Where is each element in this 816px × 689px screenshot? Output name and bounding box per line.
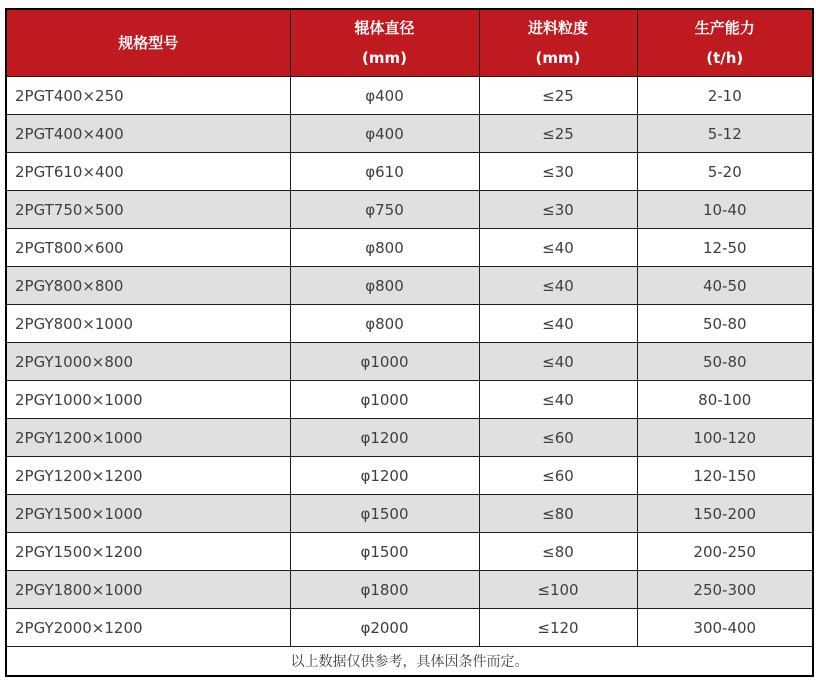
capacity-cell: 120-150 — [637, 457, 813, 495]
column-header-label: 规格型号 — [118, 34, 179, 52]
feed-size-cell: ≤80 — [479, 495, 637, 533]
column-header-unit: (mm) — [535, 49, 581, 67]
column-header-1 — [6, 9, 290, 77]
table-row — [6, 457, 813, 495]
model-cell: 2PGY1500×1200 — [6, 533, 290, 571]
column-header-label: 辊体直径 — [354, 19, 415, 37]
capacity-cell: 5-20 — [637, 153, 813, 191]
table-row — [6, 153, 813, 191]
column-header-2 — [290, 9, 479, 77]
feed-size-cell: ≤30 — [479, 153, 637, 191]
model-cell: 2PGY1800×1000 — [6, 571, 290, 609]
table-row — [6, 343, 813, 381]
diameter-cell: φ2000 — [290, 609, 479, 647]
table-row — [6, 229, 813, 267]
column-header-unit: (mm) — [362, 49, 407, 67]
diameter-cell: φ610 — [290, 153, 479, 191]
capacity-cell: 80-100 — [637, 381, 813, 419]
feed-size-cell: ≤40 — [479, 267, 637, 305]
model-cell: 2PGY1000×800 — [6, 343, 290, 381]
column-header-3 — [479, 9, 637, 77]
table-row — [6, 191, 813, 229]
table-row — [6, 495, 813, 533]
feed-size-cell: ≤80 — [479, 533, 637, 571]
model-cell: 2PGY800×1000 — [6, 305, 290, 343]
diameter-cell: φ800 — [290, 267, 479, 305]
column-header-label: 进料粒度 — [527, 19, 588, 37]
table-row — [6, 419, 813, 457]
table-row — [6, 305, 813, 343]
capacity-cell: 100-120 — [637, 419, 813, 457]
feed-size-cell: ≤40 — [479, 343, 637, 381]
capacity-cell: 150-200 — [637, 495, 813, 533]
model-cell: 2PGY1000×1000 — [6, 381, 290, 419]
diameter-cell: φ1000 — [290, 343, 479, 381]
feed-size-cell: ≤40 — [479, 381, 637, 419]
model-cell: 2PGY2000×1200 — [6, 609, 290, 647]
capacity-cell: 12-50 — [637, 229, 813, 267]
model-cell: 2PGT800×600 — [6, 229, 290, 267]
diameter-cell: φ400 — [290, 77, 479, 115]
diameter-cell: φ800 — [290, 229, 479, 267]
model-cell: 2PGT750×500 — [6, 191, 290, 229]
feed-size-cell: ≤40 — [479, 229, 637, 267]
table-footnote: 以上数据仅供参考，具体因条件而定。 — [6, 647, 813, 677]
diameter-cell: φ400 — [290, 115, 479, 153]
table-body — [6, 77, 813, 647]
capacity-cell: 5-12 — [637, 115, 813, 153]
model-cell: 2PGT400×250 — [6, 77, 290, 115]
model-cell: 2PGY800×800 — [6, 267, 290, 305]
capacity-cell: 10-40 — [637, 191, 813, 229]
capacity-cell: 300-400 — [637, 609, 813, 647]
footnote-row — [6, 647, 813, 677]
diameter-cell: φ750 — [290, 191, 479, 229]
model-cell: 2PGY1500×1000 — [6, 495, 290, 533]
feed-size-cell: ≤60 — [479, 419, 637, 457]
diameter-cell: φ800 — [290, 305, 479, 343]
capacity-cell: 2-10 — [637, 77, 813, 115]
feed-size-cell: ≤25 — [479, 115, 637, 153]
diameter-cell: φ1500 — [290, 533, 479, 571]
capacity-cell: 250-300 — [637, 571, 813, 609]
spec-table — [5, 8, 814, 677]
model-cell: 2PGT400×400 — [6, 115, 290, 153]
diameter-cell: φ1000 — [290, 381, 479, 419]
feed-size-cell: ≤30 — [479, 191, 637, 229]
table-row — [6, 381, 813, 419]
diameter-cell: φ1800 — [290, 571, 479, 609]
capacity-cell: 40-50 — [637, 267, 813, 305]
table-row — [6, 571, 813, 609]
column-header-unit: (t/h) — [706, 49, 744, 67]
capacity-cell: 50-80 — [637, 343, 813, 381]
table-row — [6, 115, 813, 153]
feed-size-cell: ≤60 — [479, 457, 637, 495]
capacity-cell: 50-80 — [637, 305, 813, 343]
model-cell: 2PGY1200×1000 — [6, 419, 290, 457]
feed-size-cell: ≤25 — [479, 77, 637, 115]
diameter-cell: φ1500 — [290, 495, 479, 533]
column-header-4 — [637, 9, 813, 77]
table-row — [6, 609, 813, 647]
table-header — [6, 9, 813, 77]
table-footer — [6, 647, 813, 677]
diameter-cell: φ1200 — [290, 419, 479, 457]
feed-size-cell: ≤100 — [479, 571, 637, 609]
table-row — [6, 533, 813, 571]
capacity-cell: 200-250 — [637, 533, 813, 571]
feed-size-cell: ≤120 — [479, 609, 637, 647]
model-cell: 2PGT610×400 — [6, 153, 290, 191]
header-row — [6, 9, 813, 77]
table-row — [6, 267, 813, 305]
model-cell: 2PGY1200×1200 — [6, 457, 290, 495]
column-header-label: 生产能力 — [694, 19, 755, 37]
feed-size-cell: ≤40 — [479, 305, 637, 343]
table-row — [6, 77, 813, 115]
diameter-cell: φ1200 — [290, 457, 479, 495]
